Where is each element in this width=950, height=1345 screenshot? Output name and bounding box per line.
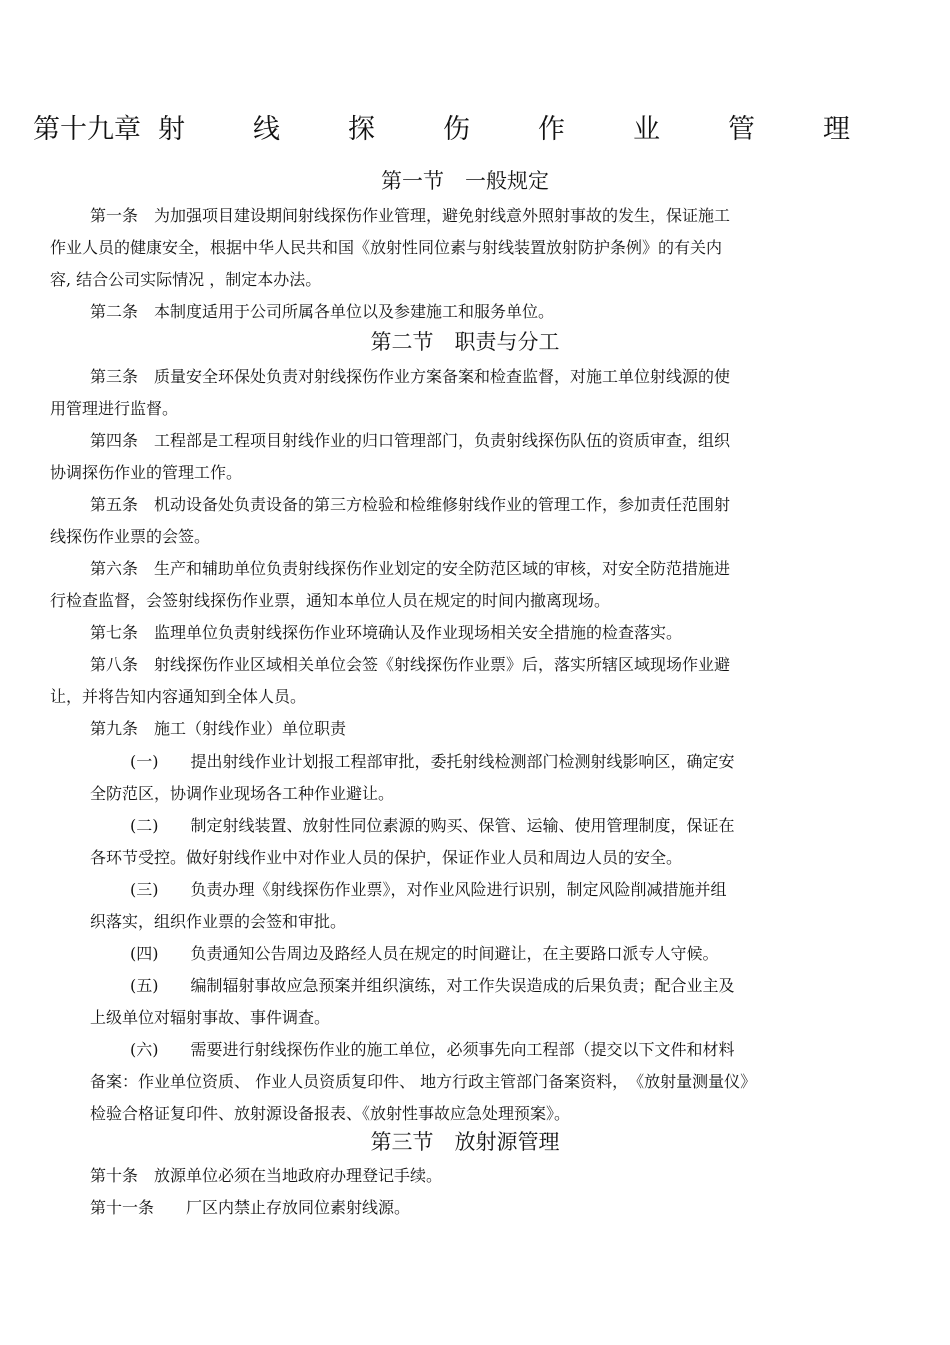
article-line: 第七条 监理单位负责射线探伤作业环境确认及作业现场相关安全措施的检查落实。 — [90, 623, 683, 642]
clause-line: 各环节受控。做好射线作业中对作业人员的保护，保证作业人员和周边人员的安全。 — [90, 848, 683, 867]
chapter-number: 第十九章 — [33, 114, 141, 145]
article-line: 第八条 射线探伤作业区域相关单位会签《射线探伤作业票》后，落实所辖区域现场作业避 — [90, 655, 731, 674]
clause-line: (五) 编制辐射事故应急预案并组织演练，对工作失误造成的后果负责；配合业主及 — [130, 976, 735, 995]
section-heading: 第三节 放射源管理 — [370, 1130, 560, 1154]
clause-line: 织落实，组织作业票的会签和审批。 — [90, 912, 347, 931]
section-heading: 第一节 一般规定 — [381, 169, 549, 193]
chapter-title — [33, 112, 855, 148]
article-line: 第六条 生产和辅助单位负责射线探伤作业划定的安全防范区域的审核，对安全防范措施进 — [90, 559, 731, 578]
article-line: 让，并将告知内容通知到全体人员。 — [50, 687, 307, 706]
section-heading: 第二节 职责与分工 — [370, 330, 560, 354]
article-line: 第三条 质量安全环保处负责对射线探伤作业方案备案和检查监督，对施工单位射线源的使 — [90, 367, 731, 386]
clause-line: 检验合格证复印件、放射源设备报表、《放射性事故应急处理预案》。 — [90, 1104, 571, 1123]
chapter-title-char: 探 — [348, 114, 375, 145]
chapter-title-char: 作 — [538, 114, 565, 145]
article-line: 第四条 工程部是工程项目射线作业的归口管理部门，负责射线探伤队伍的资质审查，组织 — [90, 431, 731, 450]
chapter-title-char: 业 — [633, 114, 660, 145]
chapter-title-char: 伤 — [443, 114, 470, 145]
clause-line: (一) 提出射线作业计划报工程部审批，委托射线检测部门检测射线影响区，确定安 — [130, 752, 735, 771]
article-line: 第一条 为加强项目建设期间射线探伤作业管理，避免射线意外照射事故的发生，保证施工 — [90, 206, 731, 225]
article-line: 第九条 施工（射线作业）单位职责 — [90, 719, 347, 738]
clause-line: (四) 负责通知公告周边及路经人员在规定的时间避让，在主要路口派专人守候。 — [130, 944, 719, 963]
article-line: 行检查监督，会签射线探伤作业票，通知本单位人员在规定的时间内撤离现场。 — [50, 591, 611, 610]
article-line: 作业人员的健康安全，根据中华人民共和国《放射性同位素与射线装置放射防护条例》的有关内 — [50, 238, 723, 257]
clause-line: 上级单位对辐射事故、事件调查。 — [90, 1008, 331, 1027]
clause-line: 全防范区，协调作业现场各工种作业避让。 — [90, 784, 395, 803]
chapter-title-char: 管 — [728, 114, 755, 145]
chapter-title-char: 理 — [823, 114, 850, 145]
chapter-title-char: 射 — [158, 114, 185, 145]
article-line: 线探伤作业票的会签。 — [50, 527, 211, 546]
article-line: 第五条 机动设备处负责设备的第三方检验和检维修射线作业的管理工作，参加责任范围射 — [90, 495, 731, 514]
article-line: 协调探伤作业的管理工作。 — [50, 463, 243, 482]
clause-line: (三) 负责办理《射线探伤作业票》，对作业风险进行识别，制定风险削减措施并组 — [130, 880, 727, 899]
article-line: 用管理进行监督。 — [50, 399, 179, 418]
article-line: 容, 结合公司实际情况 ，制定本办法。 — [50, 270, 322, 289]
article-line: 第二条 本制度适用于公司所属各单位以及参建施工和服务单位。 — [90, 302, 555, 321]
article-line: 第十条 放源单位必须在当地政府办理登记手续。 — [90, 1166, 443, 1185]
article-line: 第十一条 厂区内禁止存放同位素射线源。 — [90, 1198, 411, 1217]
clause-line: 备案：作业单位资质、 作业人员资质复印件、 地方行政主管部门备案资料， 《放射量测量仪》 — [90, 1072, 757, 1091]
clause-line: (六) 需要进行射线探伤作业的施工单位，必须事先向工程部（提交以下文件和材料 — [130, 1040, 735, 1059]
chapter-title-char: 线 — [253, 114, 280, 145]
clause-line: (二) 制定射线装置、放射性同位素源的购买、保管、运输、使用管理制度，保证在 — [130, 816, 735, 835]
